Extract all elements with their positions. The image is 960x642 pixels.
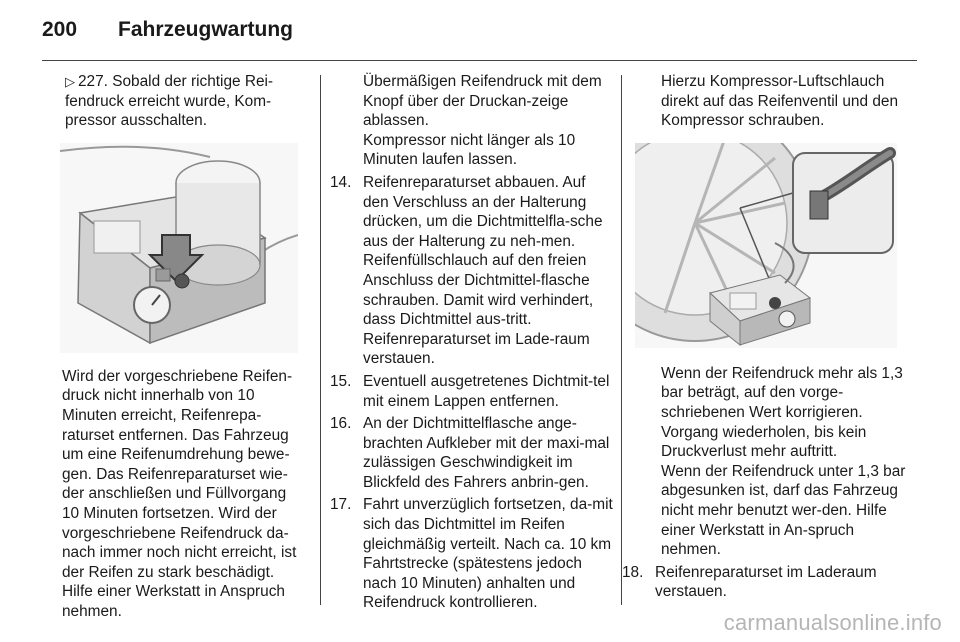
page-header: [42, 18, 293, 50]
step-number: 16.: [330, 415, 352, 433]
column-2: [330, 72, 615, 613]
paragraph-compressor-time: Kompressor nicht länger als 10 Minuten laufen lassen.: [363, 131, 576, 169]
paragraph-pressure-below: Wenn der Reifendruck unter 1,3 bar abgesunken ist, darf das Fahrzeug nicht mehr benutzt wer-den. Hilfe einer Werkstatt in An-spruch nehmen.: [661, 462, 906, 559]
step-number: 18.: [622, 563, 644, 581]
step-text: An der Dichtmittelflasche ange-brachten Aufkleber mit der maxi-mal zulässigen Geschwindigkeit im Blickfeld des Fahrers anbrin-gen.: [363, 415, 610, 491]
step-number: 14.: [330, 173, 352, 191]
step-text: Reifenreparaturset abbauen. Auf den Verschluss an der Halterung drücken, um die Dichtmittelfla-sche aus der Halterung zu neh-men. Reifenfüllschlauch auf den freien Anschluss der Dichtmittel-flasche schrauben. Damit wird verhindert, dass Dichtmittel aus-tritt. Reifenreparaturset im Lade-raum verstauen.: [363, 173, 603, 368]
step-text: Fahrt unverzüglich fortsetzen, da-mit sich das Dichtmittel im Reifen gleichmäßig verteilt. Nach ca. 10 km Fahrtstrecke (spätestens jedoch nach 10 Minuten) anhalten und Reifendruck kontrollieren.: [363, 496, 613, 612]
compressor-illustration: [60, 143, 298, 353]
list-item: [330, 372, 615, 411]
intro-paragraph: [62, 72, 307, 131]
page-number: 200: [42, 18, 78, 41]
list-item: [330, 495, 615, 613]
chapter-title: Fahrzeugwartung: [118, 18, 294, 41]
steps-list-2: [622, 563, 907, 602]
triangle-right-icon[interactable]: ▷: [65, 74, 75, 89]
compressor-drawing: [60, 143, 298, 353]
step-number: 17.: [330, 496, 352, 514]
wheel-valve-illustration: [635, 143, 897, 348]
paragraph-pressure-not-reached: Wird der vorgeschriebene Reifen-druck nicht innerhalb von 10 Minuten erreicht, Reifenrepa-raturset entfernen. Das Fahrzeug um eine Reifenumdrehung bewe-gen. Das Reifenreparaturset wie-der anschließen und Füllvorgang 10 Minuten fortsetzen. Wird der vorgeschriebene Reifendruck da-nach immer noch nicht erreicht, ist der Reifen zu stark beschädigt. Hilfe einer Werkstatt in Anspruch nehmen.: [62, 367, 297, 620]
paragraph-pressure-above: Wenn der Reifendruck mehr als 1,3 bar beträgt, auf den vorge-schriebenen Wert korrigieren. Vorgang wiederholen, bis kein Druckverlust mehr auftritt.: [661, 364, 903, 461]
step-text: Reifenreparaturset im Laderaum verstauen.: [655, 563, 877, 601]
paragraph-hose-connection: Hierzu Kompressor-Luftschlauch direkt auf das Reifenventil und den Kompressor schrauben.: [661, 73, 898, 130]
column-1: [62, 72, 307, 622]
header-divider: [42, 60, 917, 61]
list-item: [622, 563, 907, 602]
intro-text: 227. Sobald der richtige Rei-fendruck erreicht wurde, Kom-pressor ausschalten.: [65, 73, 274, 130]
paragraph-excess-pressure: Übermäßigen Reifendruck mit dem Knopf über der Druckan-zeige ablassen.: [363, 73, 602, 130]
column-3: [622, 72, 907, 602]
wheel-valve-drawing: [635, 143, 897, 348]
step-text: Eventuell ausgetretenes Dichtmit-tel mit einem Lappen entfernen.: [363, 372, 610, 410]
column-divider-1: [320, 75, 321, 605]
watermark: carmanualsonline.info: [723, 610, 942, 635]
list-item: [330, 173, 615, 369]
column-divider-2: [621, 75, 622, 605]
list-item: [330, 414, 615, 492]
steps-list-1: [330, 173, 615, 613]
step-number: 15.: [330, 372, 352, 390]
